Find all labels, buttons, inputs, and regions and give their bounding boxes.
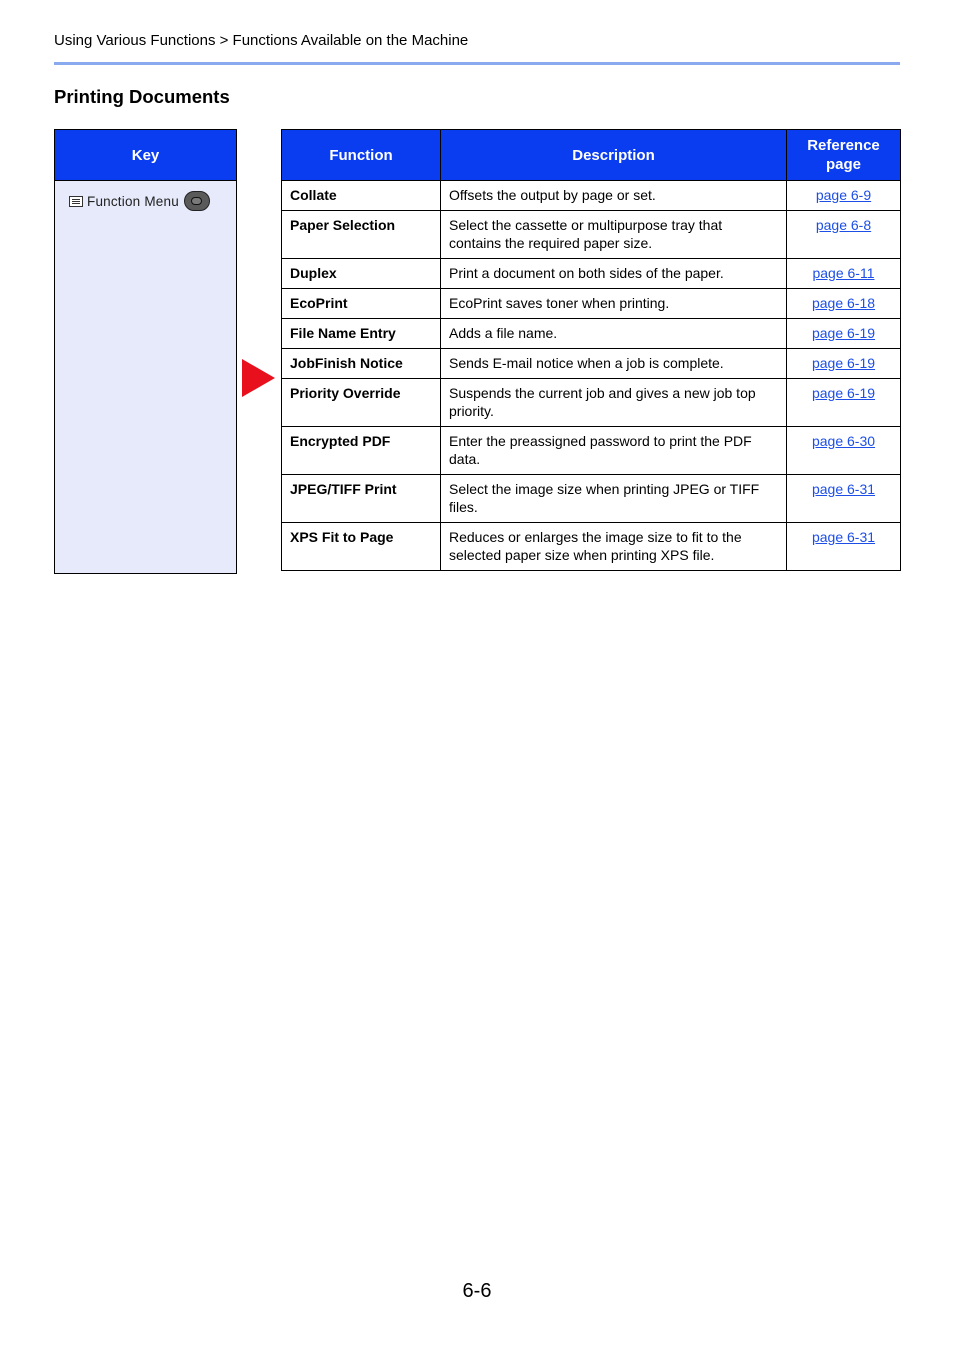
column-header-description: Description [441, 130, 787, 181]
function-menu-key[interactable] [69, 191, 210, 211]
column-header-reference: Reference page [787, 130, 901, 181]
reference-cell [787, 319, 901, 349]
table-row [282, 211, 901, 259]
table-row [282, 259, 901, 289]
table-row [282, 181, 901, 211]
reference-cell [787, 427, 901, 475]
function-description: Print a document on both sides of the paper. [441, 259, 787, 289]
reference-page-link[interactable]: page 6-31 [811, 529, 876, 545]
menu-list-icon [69, 196, 83, 207]
reference-page-link[interactable]: page 6-18 [811, 295, 876, 311]
section-title: Printing Documents [54, 86, 230, 107]
function-description: Sends E-mail notice when a job is complete. [441, 349, 787, 379]
table-row [282, 427, 901, 475]
function-description: Enter the preassigned password to print the PDF data. [441, 427, 787, 475]
page-number: 6-6 [462, 1280, 492, 1302]
reference-page-link[interactable]: page 6-30 [811, 433, 876, 449]
reference-cell [787, 475, 901, 523]
reference-cell [787, 379, 901, 427]
reference-cell [787, 349, 901, 379]
table-row [282, 379, 901, 427]
key-header: Key [55, 130, 236, 181]
function-name: JPEG/TIFF Print [282, 475, 441, 523]
reference-page-link[interactable]: page 6-8 [815, 217, 872, 233]
table-row [282, 289, 901, 319]
function-name: Duplex [282, 259, 441, 289]
breadcrumb: Using Various Functions > Functions Available on the Machine [54, 32, 469, 49]
table-row [282, 319, 901, 349]
reference-cell [787, 289, 901, 319]
function-description: Suspends the current job and gives a new job top priority. [441, 379, 787, 427]
function-description: Offsets the output by page or set. [441, 181, 787, 211]
column-header-function: Function [282, 130, 441, 181]
reference-page-link[interactable]: page 6-9 [815, 187, 872, 203]
hardware-button-icon[interactable] [184, 191, 210, 211]
table-row [282, 475, 901, 523]
arrow-icon [242, 359, 275, 397]
function-description: Reduces or enlarges the image size to fit to the selected paper size when printing XPS file. [441, 523, 787, 571]
reference-cell [787, 259, 901, 289]
function-name: JobFinish Notice [282, 349, 441, 379]
reference-cell [787, 523, 901, 571]
key-panel [54, 129, 237, 574]
function-name: Priority Override [282, 379, 441, 427]
function-description: Select the cassette or multipurpose tray that contains the required paper size. [441, 211, 787, 259]
function-description: EcoPrint saves toner when printing. [441, 289, 787, 319]
header-rule [54, 62, 900, 65]
function-name: Paper Selection [282, 211, 441, 259]
function-description: Adds a file name. [441, 319, 787, 349]
reference-page-link[interactable]: page 6-19 [811, 325, 876, 341]
reference-cell [787, 211, 901, 259]
function-table [281, 129, 901, 571]
table-row [282, 523, 901, 571]
reference-page-link[interactable]: page 6-19 [811, 385, 876, 401]
function-name: File Name Entry [282, 319, 441, 349]
reference-cell [787, 181, 901, 211]
function-name: Encrypted PDF [282, 427, 441, 475]
reference-page-link[interactable]: page 6-19 [811, 355, 876, 371]
function-description: Select the image size when printing JPEG or TIFF files. [441, 475, 787, 523]
table-row [282, 349, 901, 379]
function-name: XPS Fit to Page [282, 523, 441, 571]
reference-page-link[interactable]: page 6-31 [811, 481, 876, 497]
reference-page-link[interactable]: page 6-11 [812, 265, 875, 281]
function-menu-label: Function Menu [87, 193, 179, 209]
function-name: Collate [282, 181, 441, 211]
function-name: EcoPrint [282, 289, 441, 319]
